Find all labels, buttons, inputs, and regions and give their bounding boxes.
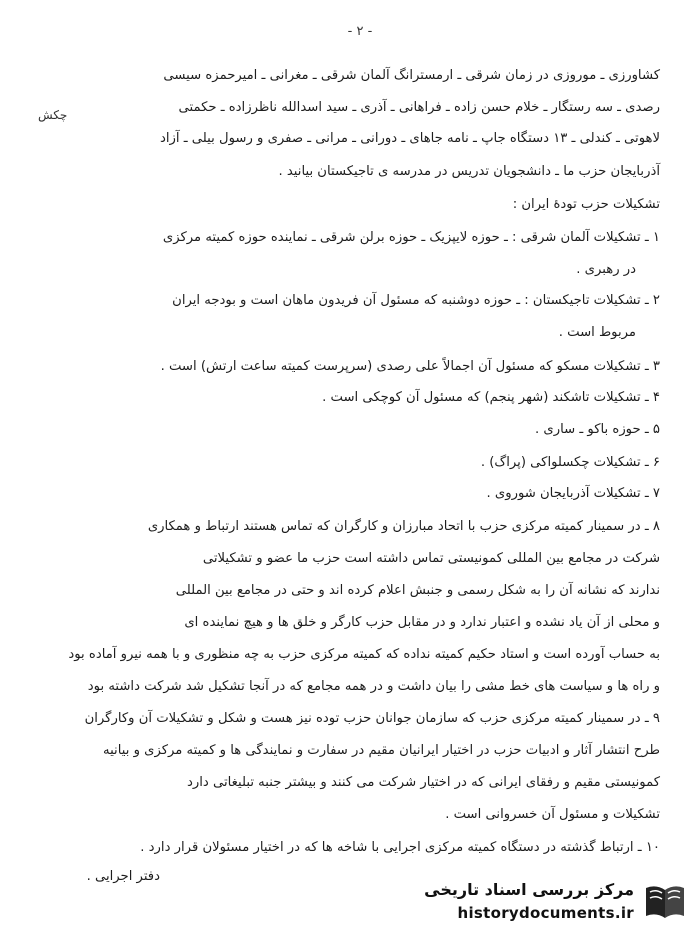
- paragraph-line: ۱۰ ـ ارتباط گذشته در دستگاه کمیته مرکزی اجرایی با شاخه ها که در اختیار مسئولان قرار دارد .: [140, 840, 660, 855]
- paragraph-line: کمونیستی مقیم و رفقای ایرانی که در اختیار شرکت می کنند و بیشتر جنبه تبلیغاتی دارد: [186, 775, 660, 790]
- paragraph-line: شرکت در مجامع بین المللی کمونیستی تماس داشته است حزب ما عضو و تشکیلاتی: [202, 551, 660, 566]
- paragraph-line: تشکیلات و مسئول آن خسروانی است .: [445, 807, 660, 822]
- paragraph-line: به حساب آورده است و استاد حکیم کمیته نداده که کمیته مرکزی حزب به چه منظوری و با همه نیرو آماده بود: [68, 647, 660, 662]
- text-line: رصدی ـ سه رستگار ـ خلام حسن زاده ـ فراهانی ـ آذری ـ سید اسدالله ناظرزاده ـ حکمتی: [178, 100, 660, 115]
- paragraph-line: دفتر اجرایی .: [86, 869, 160, 884]
- text-line: لاهوتی ـ کندلی ـ ۱۳ دستگاه جاپ ـ نامه جاهای ـ دورانی ـ مرانی ـ صفری و رسول بیلی ـ آزاد: [159, 131, 660, 146]
- text-line: کشاورزی ـ موروزی در زمان شرقی ـ ارمسترانگ آلمان شرقی ـ مغرانی ـ امیرحمزه سیسی: [163, 68, 660, 83]
- book-logo-icon: [640, 876, 690, 926]
- list-item: ۷ ـ تشکیلات آذربایجان شوروی .: [486, 486, 660, 501]
- paragraph-line: ندارند که نشانه آن را به شکل رسمی و جنبش اعلام کرده اند و حتی در مجامع بین المللی: [175, 583, 660, 598]
- paragraph-line: طرح انتشار آثار و ادبیات حزب در اختیار ایرانیان مقیم در سفارت و نمایندگی ها و کمیته مرکزی و بیانیه: [103, 743, 660, 758]
- watermark: [410, 872, 692, 928]
- paragraph-line: ۸ ـ در سمینار کمیته مرکزی حزب با اتحاد مبارزان و کارگران که تماس هستند ارتباط و همکاری: [147, 519, 660, 534]
- text-line: آذربایجان حزب ما ـ دانشجویان تدریس در مدرسه ی تاجیکستان بیانید .: [278, 164, 660, 179]
- section-heading: تشکیلات حزب تودهٔ ایران :: [512, 197, 660, 212]
- list-item: ۳ ـ تشکیلات مسکو که مسئول آن اجمالاً علی رصدی (سرپرست کمیته ساعت ارتش) است .: [160, 359, 660, 374]
- paragraph-line: و محلی از آن یاد نشده و اعتبار ندارد و در مقابل حزب کارگر و خلق ها و هیچ نماینده ای: [184, 615, 660, 630]
- paragraph-line: ۹ ـ در سمینار کمیته مرکزی حزب که سازمان جوانان حزب توده نیز هست و شکل و تشکیلات آن وکارگران: [84, 711, 660, 726]
- page-number: - ۲ -: [347, 24, 373, 39]
- list-item: ۶ ـ تشکیلات چکسلواکی (پراگ) .: [480, 455, 660, 470]
- list-item: ۲ ـ تشکیلات تاجیکستان : ـ حوزه دوشنبه که مسئول آن فریدون ماهان است و بودجه ایران: [172, 293, 660, 308]
- list-item: ۱ ـ تشکیلات آلمان شرقی : ـ حوزه لایپزیک ـ حوزه برلن شرقی ـ نماینده حوزه کمیته مرکزی: [162, 230, 660, 245]
- list-item: ۵ ـ حوزه باکو ـ ساری .: [535, 422, 660, 437]
- list-item: ۴ ـ تشکیلات تاشکند (شهر پنجم) که مسئول آن کوچکی است .: [322, 390, 660, 405]
- paragraph-line: و راه ها و سیاست های خط مشی را بیان داشت و در همه مجامع که در آنجا تشکیل شد شرکت داشته بود: [87, 679, 660, 694]
- watermark-url: historydocuments.ir: [457, 904, 634, 922]
- watermark-title: مرکز بررسی اسناد تاریخی: [424, 880, 634, 899]
- list-item-continuation: در رهبری .: [576, 262, 636, 277]
- list-item-continuation: مربوط است .: [558, 325, 636, 340]
- margin-note: چکش: [38, 108, 68, 122]
